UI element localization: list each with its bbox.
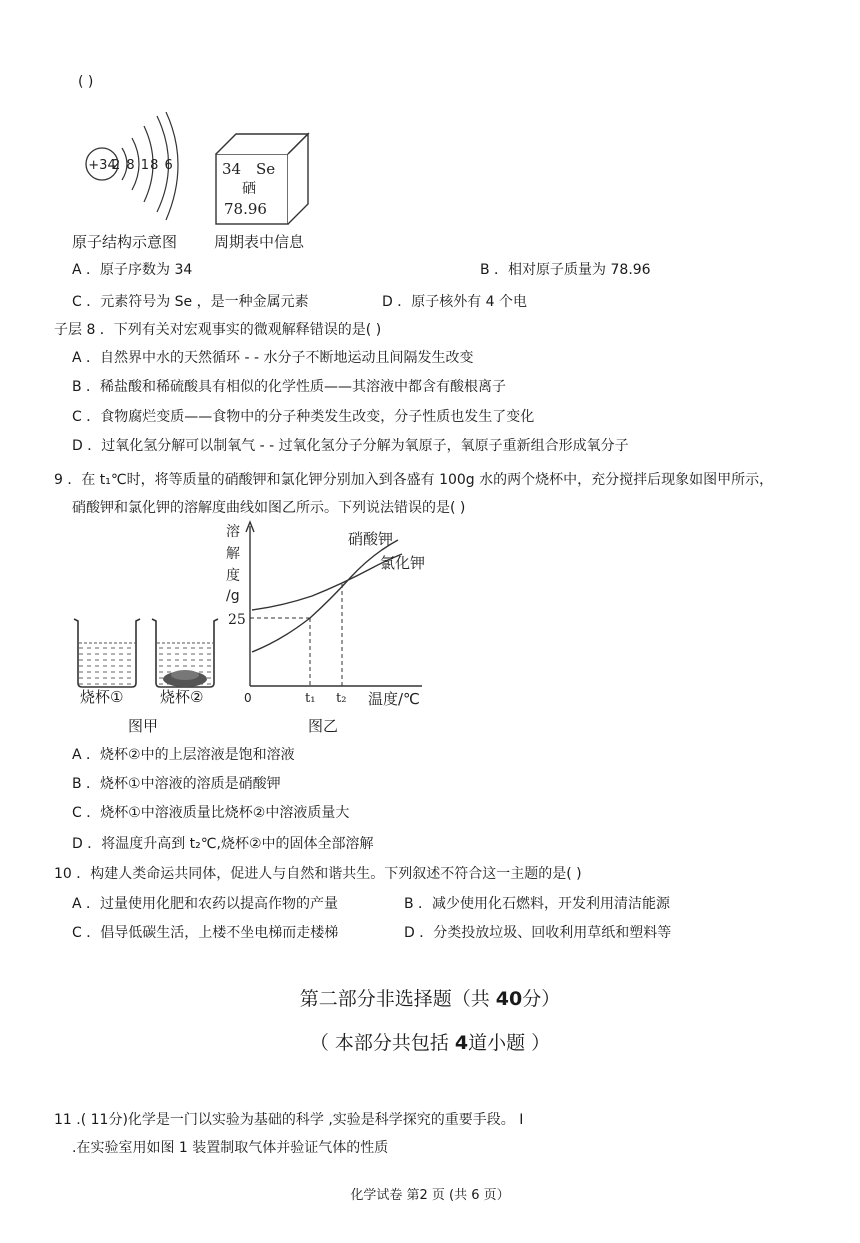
beaker-1-solution (79, 643, 135, 686)
solubility-graph (222, 518, 432, 710)
x-tick-t2: t₂ (336, 691, 347, 706)
q8-option-d: D ．过氧化氢分解可以制氧气 - - 过氧化氢分子分解为氧原子，氧原子重新组合形成氧分子 (72, 438, 629, 454)
q9-option-d: D ．将温度升高到 t₂℃,烧杯②中的固体全部溶解 (72, 836, 374, 852)
y-axis-label-char: 解 (226, 546, 240, 562)
page-footer: 化学试卷 第2 页 (共 6 页） (350, 1188, 510, 1203)
beaker-2-solid-precipitate (171, 670, 199, 680)
q7-answer-paren: ( ) (78, 74, 94, 90)
section-subtitle: （ 本部分共包括 4道小题 ） (309, 1032, 551, 1054)
y-axis-label-char: 溶 (226, 524, 240, 540)
q10-option-d: D ．分类投放垃圾、回收利用草纸和塑料等 (404, 925, 672, 941)
q9-stem-line2: 硝酸钾和氯化钾的溶解度曲线如图乙所示。下列说法错误的是( ) (72, 500, 466, 516)
x-axis-label: 温度/℃ (368, 690, 420, 708)
periodic-atomic-mass: 78.96 (224, 200, 267, 218)
beaker-2-label: 烧杯② (160, 688, 204, 706)
q9-option-b: B ．烧杯①中溶液的溶质是硝酸钾 (72, 776, 281, 792)
periodic-cell-diagram (212, 130, 312, 230)
figure-a-caption: 图甲 (128, 717, 159, 735)
q11-line1: 11 .( 11分)化学是一门以实验为基础的科学 ,实验是科学探究的重要手段。 I (54, 1112, 524, 1128)
q10-option-a: A ．过量使用化肥和农药以提高作物的产量 (72, 896, 339, 912)
atom-diagram-caption: 原子结构示意图 (72, 233, 178, 251)
q9-stem-line1: 9 ．在 t₁℃时，将等质量的硝酸钾和氯化钾分别加入到各盛有 100g 水的两个烧杯中，充分搅拌后现象如图甲所示， (54, 472, 774, 488)
curve-potassium-nitrate (252, 540, 398, 652)
atom-shells-label: 2 8 18 6 (112, 158, 174, 173)
periodic-atomic-number: 34 (222, 160, 242, 178)
beaker-1-label: 烧杯① (80, 688, 124, 706)
section-title: 第二部分非选择题（共 40分） (299, 988, 561, 1010)
figure-b-caption: 图乙 (308, 717, 339, 735)
y-axis-label-char: /g (226, 588, 240, 604)
y-tick-25: 25 (228, 612, 246, 628)
q8-option-c: C ．食物腐烂变质——食物中的分子种类发生改变，分子性质也发生了变化 (72, 409, 535, 425)
q7-option-d: D ．原子核外有 4 个电 (382, 294, 528, 310)
q9-option-c: C ．烧杯①中溶液质量比烧杯②中溶液质量大 (72, 805, 350, 821)
series-label-potassium-nitrate: 硝酸钾 (348, 530, 394, 548)
q10-stem: 10 ．构建人类命运共同体，促进人与自然和谐共生。下列叙述不符合这一主题的是( ) (54, 866, 582, 882)
atom-nucleus-label: +34 (88, 158, 116, 173)
q11-line2: .在实验室用如图 1 装置制取气体并验证气体的性质 (72, 1140, 389, 1156)
x-tick-t1: t₁ (305, 691, 316, 706)
q8-stem: 子层 8 ．下列有关对宏观事实的微观解释错误的是( ) (54, 322, 382, 338)
q7-option-c: C ．元素符号为 Se ，是一种金属元素 (72, 294, 309, 310)
q7-option-b: B ．相对原子质量为 78.96 (480, 262, 651, 278)
periodic-symbol: Se (256, 160, 276, 178)
origin-label: 0 (244, 691, 252, 705)
q8-option-b: B ．稀盐酸和稀硫酸具有相似的化学性质——其溶液中都含有酸根离子 (72, 379, 507, 395)
q9-option-a: A ．烧杯②中的上层溶液是饱和溶液 (72, 747, 295, 763)
y-axis-label-char: 度 (226, 568, 240, 584)
atom-structure-diagram (82, 112, 192, 224)
q10-option-b: B ．减少使用化石燃料，开发利用清洁能源 (404, 896, 671, 912)
series-label-potassium-chloride: 氯化钾 (380, 554, 426, 572)
periodic-element-name: 硒 (242, 181, 256, 197)
periodic-cell-caption: 周期表中信息 (214, 233, 305, 251)
q10-option-c: C ．倡导低碳生活，上楼不坐电梯而走楼梯 (72, 925, 339, 941)
q8-option-a: A ．自然界中水的天然循环 - - 水分子不断地运动且间隔发生改变 (72, 350, 474, 366)
q7-option-a: A ．原子序数为 34 (72, 262, 193, 278)
